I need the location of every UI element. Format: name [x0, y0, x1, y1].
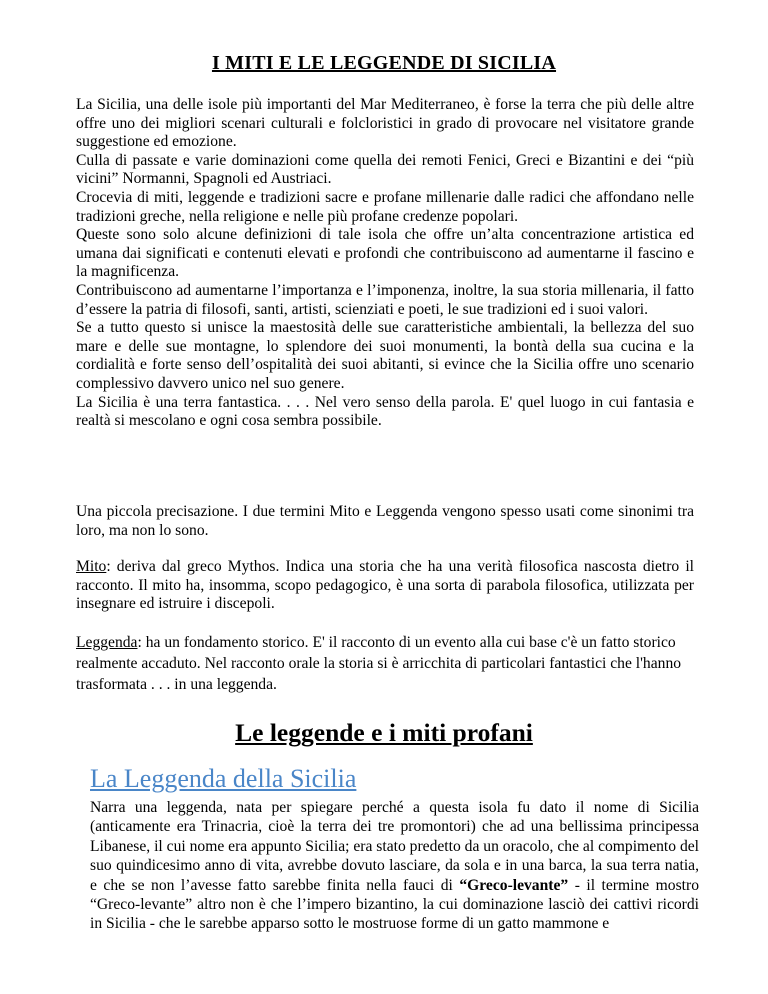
intro-paragraph: La Sicilia è una terra fantastica. . . . Nel vero senso della parola. E' quel luogo in cui fantasia e realtà si mescolano e ogni cosa sembra possibile. [76, 393, 694, 430]
story-paragraph [90, 798, 699, 934]
intro-paragraph: Crocevia di miti, leggende e tradizioni sacre e profane millenarie dalle radici che affondano nelle tradizioni greche, nella religione e nelle più profane credenze popolari. [76, 188, 694, 225]
intro-paragraph: Se a tutto questo si unisce la maestosità delle sue caratteristiche ambientali, la bellezza del suo mare e delle sue montagne, lo splendore dei suoi monumenti, la bontà della sua cucina e la cordialità e forte senso dell’ospitalità dei suoi abitanti, si evince che la Sicilia offre uno scenario complessivo davvero unico nel suo genere. [76, 319, 694, 392]
intro-paragraph: Culla di passate e varie dominazioni come quella dei remoti Fenici, Greci e Bizantini e dei “più vicini” Normanni, Spagnoli ed Austriaci. [76, 151, 694, 188]
story-text-part2: - il termine mostro “Greco-levante” altro non è che l’impero bizantino, la cui dominazione lasciò dei cattivi ricordi in Sicilia - che le sarebbe apparso sotto le mostruose forme di un gatto mammone e [90, 876, 699, 933]
mito-definition [76, 558, 694, 614]
story-text-part1: Narra una leggenda, nata per spiegare perché a questa isola fu dato il nome di Sicilia (anticamente era Trinacria, cioè la terra dei tre promontori) che ad una bellissima principessa Libanese, il cui nome era appunto Sicilia; era stato predetto da un oracolo, che al compimento del suo quindicesimo anno di vita, avrebbe dovuto lasciare, da sola e in una barca, la sua terra natia, e che se non l’avesse fatto sarebbe finita nella fauci di [90, 799, 699, 894]
leggenda-definition [76, 632, 694, 695]
intro-paragraph: Queste sono solo alcune definizioni di tale isola che offre un’alta concentrazione artistica ed umana dai significati e contenuti elevati e profondi che contribuiscono ad aumentarne il fascino e la magnificenza. [76, 226, 694, 281]
mito-text: : deriva dal greco Mythos. Indica una storia che ha una verità filosofica nascosta dietro il racconto. Il mito ha, insomma, scopo pedagogico, è una sorta di parabola filosofica, utilizzata per insegnare ed istruire i discepoli. [76, 558, 694, 613]
subsection-heading: La Leggenda della Sicilia [90, 764, 357, 793]
section-heading: Le leggende e i miti profani [235, 718, 533, 747]
leggenda-text: : ha un fondamento storico. E' il racconto di un evento alla cui base c'è un fatto storico realmente accaduto. Nel racconto orale la storia si è arricchita di particolari fantastici che l'hanno trasformata . . . in una leggenda. [76, 634, 682, 693]
document-title: I MITI E LE LEGGENDE DI SICILIA [211, 52, 557, 74]
story-bold-term: “Greco-levante” [459, 876, 569, 894]
precisazione-paragraph [76, 503, 694, 540]
mito-term: Mito [76, 558, 107, 575]
intro-paragraph: La Sicilia, una delle isole più importanti del Mar Mediterraneo, è forse la terra che più delle altre offre uno dei migliori scenari culturali e folcloristici in grado di provocare nel visitatore grande suggestione ed emozione. [76, 96, 694, 151]
leggenda-term: Leggenda [76, 634, 138, 651]
intro-text [76, 96, 694, 431]
precisazione-text: Una piccola precisazione. I due termini Mito e Leggenda vengono spesso usati come sinonimi tra loro, ma non lo sono. [76, 503, 694, 539]
intro-paragraph: Contribuiscono ad aumentarne l’importanza e l’imponenza, inoltre, la sua storia millenaria, il fatto d’essere la patria di filosofi, santi, artisti, scienziati e poeti, le sue tradizioni ed i suoi valori. [76, 281, 694, 318]
